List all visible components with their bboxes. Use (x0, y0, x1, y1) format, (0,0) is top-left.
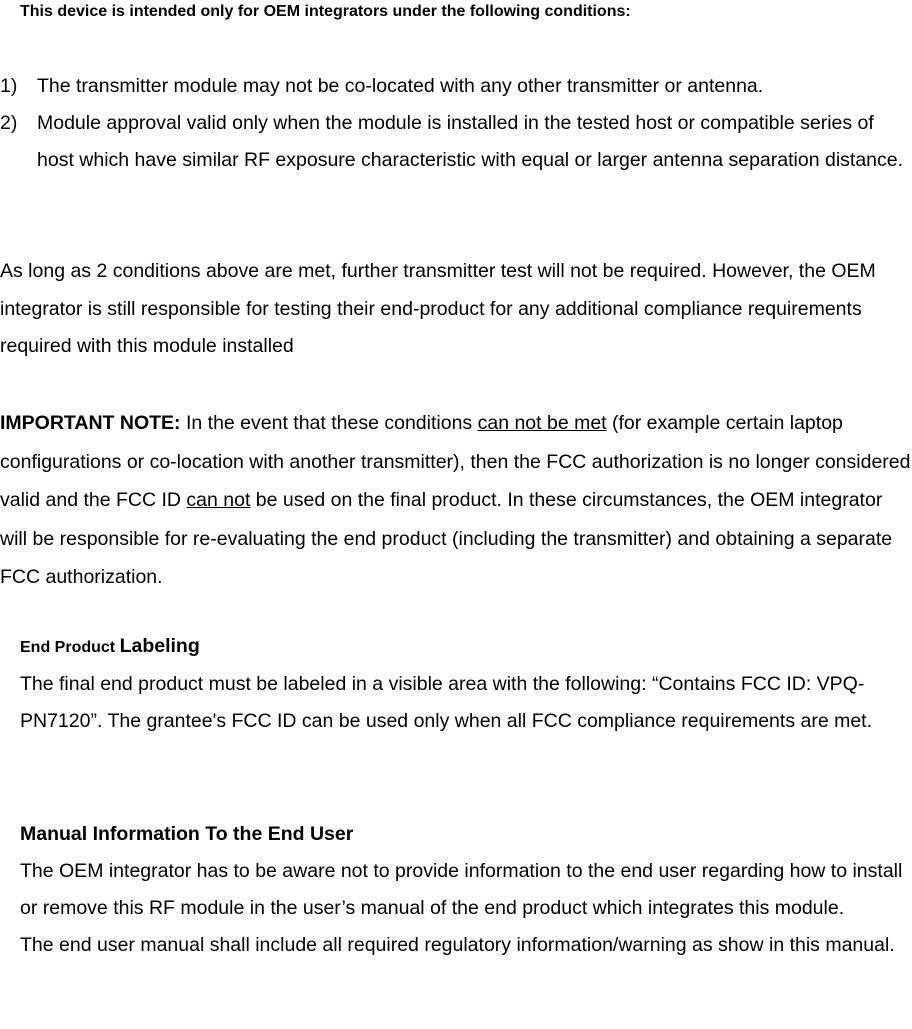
list-item-text: The transmitter module may not be co-located with any other transmitter or antenna. (37, 75, 764, 97)
list-item (0, 105, 912, 179)
conditions-list (0, 68, 912, 179)
list-item-text: Module approval valid only when the module is installed in the tested host or compatible series of host which have similar RF exposure characteristic with equal or larger antenna separation distance. (37, 112, 904, 171)
end-product-labeling-section (20, 628, 912, 740)
manual-information-section (20, 816, 912, 964)
important-note-emphasis: can not be met (477, 412, 607, 434)
important-note-label: IMPORTANT NOTE: (0, 412, 181, 434)
manual-information-text: The end user manual shall include all required regulatory information/warning as show in this manual. (20, 934, 895, 956)
manual-information-heading: Manual Information To the End User (20, 823, 354, 845)
end-product-labeling-text: The final end product must be labeled in a visible area with the following: “Contains FCC ID: VPQ-PN7120”. The grantee's FCC ID can be used only when all FCC compliance requirements are met. (20, 673, 873, 732)
heading-part: End Product (20, 639, 120, 656)
list-item-number: 1) (0, 75, 18, 97)
list-item (0, 68, 912, 105)
manual-information-text: The OEM integrator has to be aware not to provide information to the end user regarding how to install or remove this RF module in the user’s manual of the end product which integrates this module. (20, 860, 903, 919)
compliance-paragraph: As long as 2 conditions above are met, further transmitter test will not be required. However, the OEM integrator is still responsible for testing their end-product for any additional compliance requirements required with this module installed (0, 260, 876, 357)
important-note-text: (for example certain laptop configurations or co-location with another transmitter), then the FCC authorization is no longer considered valid and the FCC ID (0, 412, 911, 511)
important-note-emphasis: can not (186, 489, 251, 511)
end-product-labeling-heading (20, 628, 912, 666)
heading-part: Labeling (119, 635, 200, 657)
conditions-heading: This device is intended only for OEM integrators under the following conditions: (20, 3, 631, 20)
important-note-text: be used on the final product. In these circumstances, the OEM integrator will be responsible for re-evaluating the end product (including the transmitter) and obtaining a separate FCC authorization. (0, 489, 893, 588)
important-note-text: In the event that these conditions (180, 412, 478, 434)
list-item-number: 2) (0, 112, 18, 134)
important-note-paragraph (0, 404, 912, 597)
